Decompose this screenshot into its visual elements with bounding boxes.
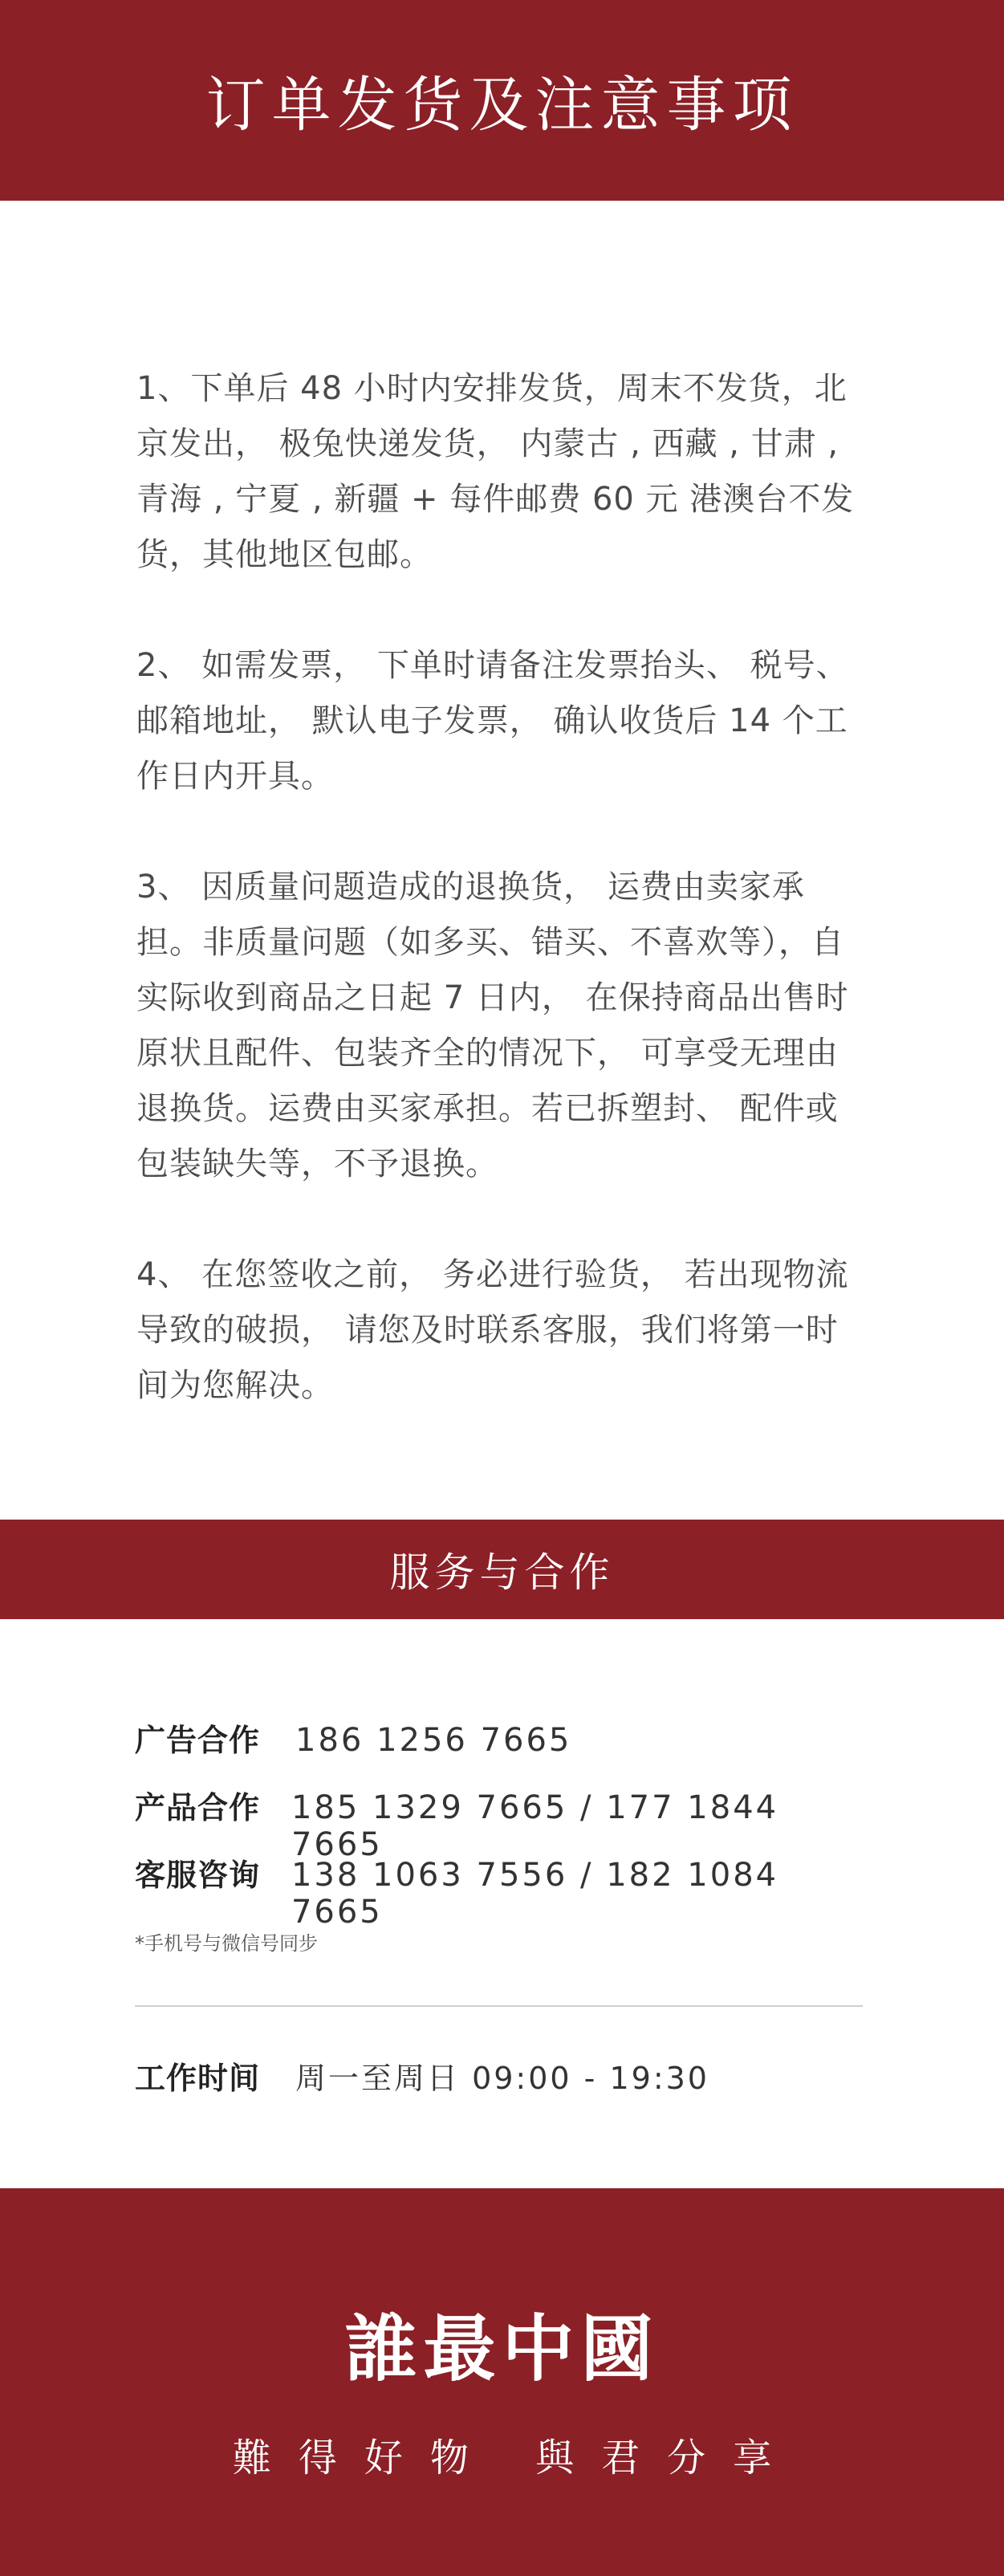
wechat-sync-note: *手机号与微信号同步: [135, 1932, 318, 1955]
service-banner: [0, 1520, 1004, 1619]
brand-logo-text: 誰最中國: [344, 2306, 660, 2391]
divider: [135, 2005, 863, 2007]
working-hours-row: [135, 2053, 868, 2098]
header-banner: [0, 0, 1004, 201]
footer-banner: [0, 2188, 1004, 2576]
notice-item-2: 2、 如需发票， 下单时请备注发票抬头、 税号、邮箱地址， 默认电子发票， 确认收货后 14 个工作日内开具。: [136, 647, 849, 795]
working-hours-value: 周一至周日 09:00 - 19:30: [295, 2061, 709, 2096]
contact-section: [0, 1619, 1004, 2188]
contact-value-support: 138 1063 7556 / 182 1084 7665: [291, 1857, 779, 1931]
contact-row-product: [135, 1783, 868, 1863]
contact-row-ads: [135, 1715, 868, 1783]
contact-value-product: 185 1329 7665 / 177 1844 7665: [291, 1789, 779, 1863]
contact-label-ads: 广告合作: [135, 1723, 261, 1758]
contact-label-support: 客服咨询: [135, 1858, 261, 1893]
notice-item-1: 1、下单后 48 小时内安排发货，周末不发货，北京发出， 极兔快递发货， 内蒙古 , 西藏 , 甘肃 , 青海 , 宁夏 , 新疆 + 每件邮费 60 元 港澳台不发货，其他地区包邮。: [136, 370, 855, 573]
notice-item-4: 4、 在您签收之前， 务必进行验货， 若出现物流导致的破损， 请您及时联系客服，我们将第一时间为您解决。: [136, 1256, 849, 1404]
brand-slogan: 難得好物 與君分享: [232, 2436, 799, 2480]
service-title: 服务与合作: [389, 1549, 615, 1596]
contact-label-product: 产品合作: [135, 1790, 261, 1825]
page-title: 订单发货及注意事项: [205, 71, 799, 140]
contact-row-support: [135, 1850, 868, 1931]
contact-value-ads: 186 1256 7665: [295, 1722, 572, 1759]
notice-list: [0, 201, 1004, 1520]
notice-item-3: 3、 因质量问题造成的退换货， 运费由卖家承担。非质量问题（如多买、错买、不喜欢等），自实际收到商品之日起 7 日内， 在保持商品出售时原状且配件、包装齐全的情况下， 可享受无理由退换货。运费由买家承担。若已拆塑封、 配件或包装缺失等，不予退换。: [136, 869, 849, 1182]
working-hours-label: 工作时间: [135, 2061, 261, 2096]
